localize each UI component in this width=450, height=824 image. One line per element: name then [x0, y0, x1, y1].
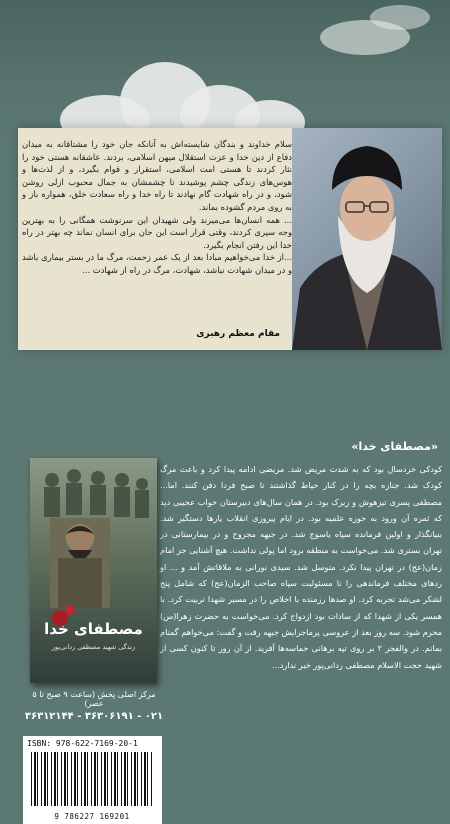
distribution-label: مرکز اصلی پخش (ساعت ۹ صبح تا ۵ عصر): [32, 690, 156, 708]
distribution-phones: ۰۲۱ - ۳۶۳۰۶۱۹۱ - ۳۶۳۱۲۱۴۴: [24, 711, 164, 722]
quote-signature: مقام معظم رهبری: [196, 329, 280, 339]
barcode-number: 9 786227 169201: [54, 812, 130, 821]
quote-box: [18, 128, 442, 350]
isbn-text: ISBN: 978-622-7169-20-1: [27, 739, 138, 748]
barcode-bars: [31, 752, 154, 806]
bio-title: «مصطفای خدا»: [351, 440, 438, 453]
cloud: [370, 5, 430, 30]
distribution-info: [24, 690, 164, 722]
book-title: مصطفای خدا: [44, 620, 143, 638]
quote-paragraph-3: ...از خدا می‌خواهیم مبادا بعد از یک عمر زحمت، مرگ ما در بستر بیماری باشد و در میدان شهادت نباشد، شهادت، مرگ در راه از شهادت ...: [22, 252, 292, 275]
leader-portrait: [292, 128, 442, 350]
book-subtitle: زندگی شهید مصطفی ردانی‌پور: [51, 643, 136, 651]
sky-background: [0, 0, 450, 140]
book-cover: [30, 458, 157, 683]
bio-text: کودکی خردسال بود که به شدت مریض شد. مریضی ادامه پیدا کرد و باعث مرگ کودک شد. جنازه بچه را در کنار حیاط گذاشتند تا صبح فردا دفن کنند. اما... مصطفی پسری تیزهوش و زیرک بود. در همان سال‌های دبیرستان خواب عجیبی دید که ثمره آن ورود به حوزه علمیه بود. در ایام پیروزی انقلاب یارها دستگیر شد. بنیانگذار و اولین فرمانده سپاه یاسوج شد. در جبهه مجروح و در بیمارستانی در تهران بستری شد. می‌خواست به منطقه برود اما پولی نداشت. هیچ آشنایی جز امام زمان(عج) در تهران پیدا نکرد. متوسل شد. سیدی نورانی به ملاقاتش آمد و ... او ردهای مختلف فرماندهی را تا مسئولیت سپاه صاحب الزمان(عج) که شامل پنج لشکر می‌شد تجربه کرد. او صدها رزمنده با اخلاص را در مسیر شهدا تربیت کرد. با همسر یکی از شهدا که از سادات بود ازدواج کرد. می‌خواست به حضرت زهرا(س) محرم شود. سه روز بعد از عروسی پرماجرایش جبهه رفت و گفت: می‌خواهم گمنام بمانم. در والفجر ۲ بر روی تپه برهانی حماسه‌ها آفرید. از آن روز تا کنون کسی از شهید حجت الاسلام مصطفی ردانی‌پور خبر ندارد...: [160, 464, 442, 670]
quote-paragraph-2: ... همه انسان‌ها می‌میرند ولی شهیدان این سرنوشت همگانی را به بهترین وجه سپری کردند، وقتی قرار است این جان برای انسان نماند چه بهتر در راه خدا این رفتن انجام بگیرد.: [22, 214, 292, 250]
quote-paragraph-1: سلام خداوند و بندگان شایسته‌اش به آنانکه جان خود را مشتاقانه به میدان دفاع از دین خدا و عزت استقلال میهن اسلامی، بردند. عاشقانه هستی خود را نثار کردند تا هستی امت اسلامی، استقرار و قوام بگیرد، و از لذت‌ها و هوس‌های زندگی چشم پوشیدند تا چشمشان به جمال محبوب ازلی روشن شود، و در راه شهادت گام نهادند تا راه خدا و راه سعادت خلق، همواره باز و به روی مردم گشوده بماند.: [22, 139, 292, 212]
quote-text: [22, 138, 292, 277]
barcode: [23, 736, 162, 824]
